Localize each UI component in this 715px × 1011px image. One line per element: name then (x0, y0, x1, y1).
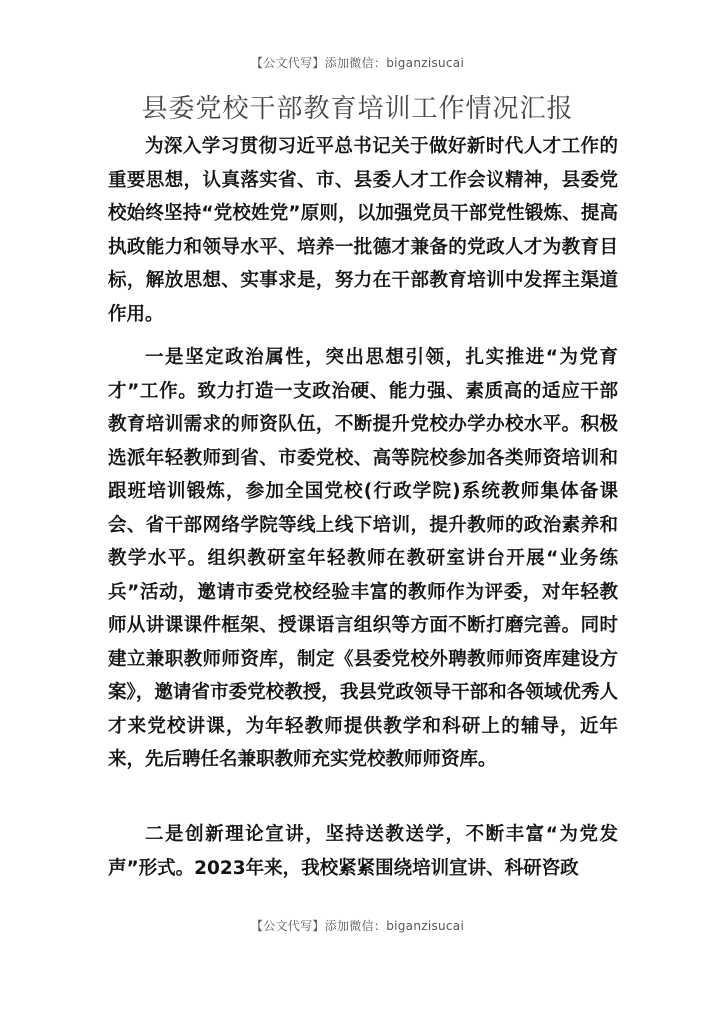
body-paragraph-point-one (108, 341, 618, 777)
paragraph-text: 二是创新理论宣讲，坚持送教送学，不断丰富“为党发声”形式。2023年来，我校紧紧围绕培训宣讲、科研咨政 (108, 824, 618, 879)
paragraph-text: 为深入学习贯彻习近平总书记关于做好新时代人才工作的重要思想，认真落实省、市、县委人才工作会议精神，县委党校始终坚持“党校姓党”原则，以加强党员干部党性锻炼、提高执政能力和领导水平、培养一批德才兼备的党政人才为教育目标，解放思想、实事求是，努力在干部教育培训中发挥主渠道作用。 (108, 136, 618, 325)
paragraph-text: 一是坚定政治属性，突出思想引领，扎实推进“为党育才”工作。致力打造一支政治硬、能力强、素质高的适应干部教育培训需求的师资队伍，不断提升党校办学办校水平。积极选派年轻教师到省、市委党校、高等院校参加各类师资培训和跟班培训锻炼，参加全国党校(行政学院)系统教师集体备课会、省干部网络学院等线上线下培训，提升教师的政治素养和教学水平。组织教研室年轻教师在教研室讲台开展“业务练兵”活动，邀请市委党校经验丰富的教师作为评委，对年轻教师从讲课课件框架、授课语言组织等方面不断打磨完善。同时建立兼职教师师资库，制定《县委党校外聘教师师资库建设方案》，邀请省市委党校教授，我县党政领导干部和各领域优秀人才来党校讲课，为年轻教师提供教学和科研上的辅导，近年来，先后聘任名兼职教师充实党校教师师资库。 (108, 347, 618, 770)
body-paragraph-intro (108, 130, 618, 331)
body-paragraph-point-two (108, 818, 618, 885)
footer-watermark: 【公文代写】添加微信：biganzisucai (250, 919, 465, 933)
header-watermark: 【公文代写】添加微信：biganzisucai (250, 56, 465, 70)
page-title: 县委党校干部教育培训工作情况汇报 (141, 94, 574, 124)
